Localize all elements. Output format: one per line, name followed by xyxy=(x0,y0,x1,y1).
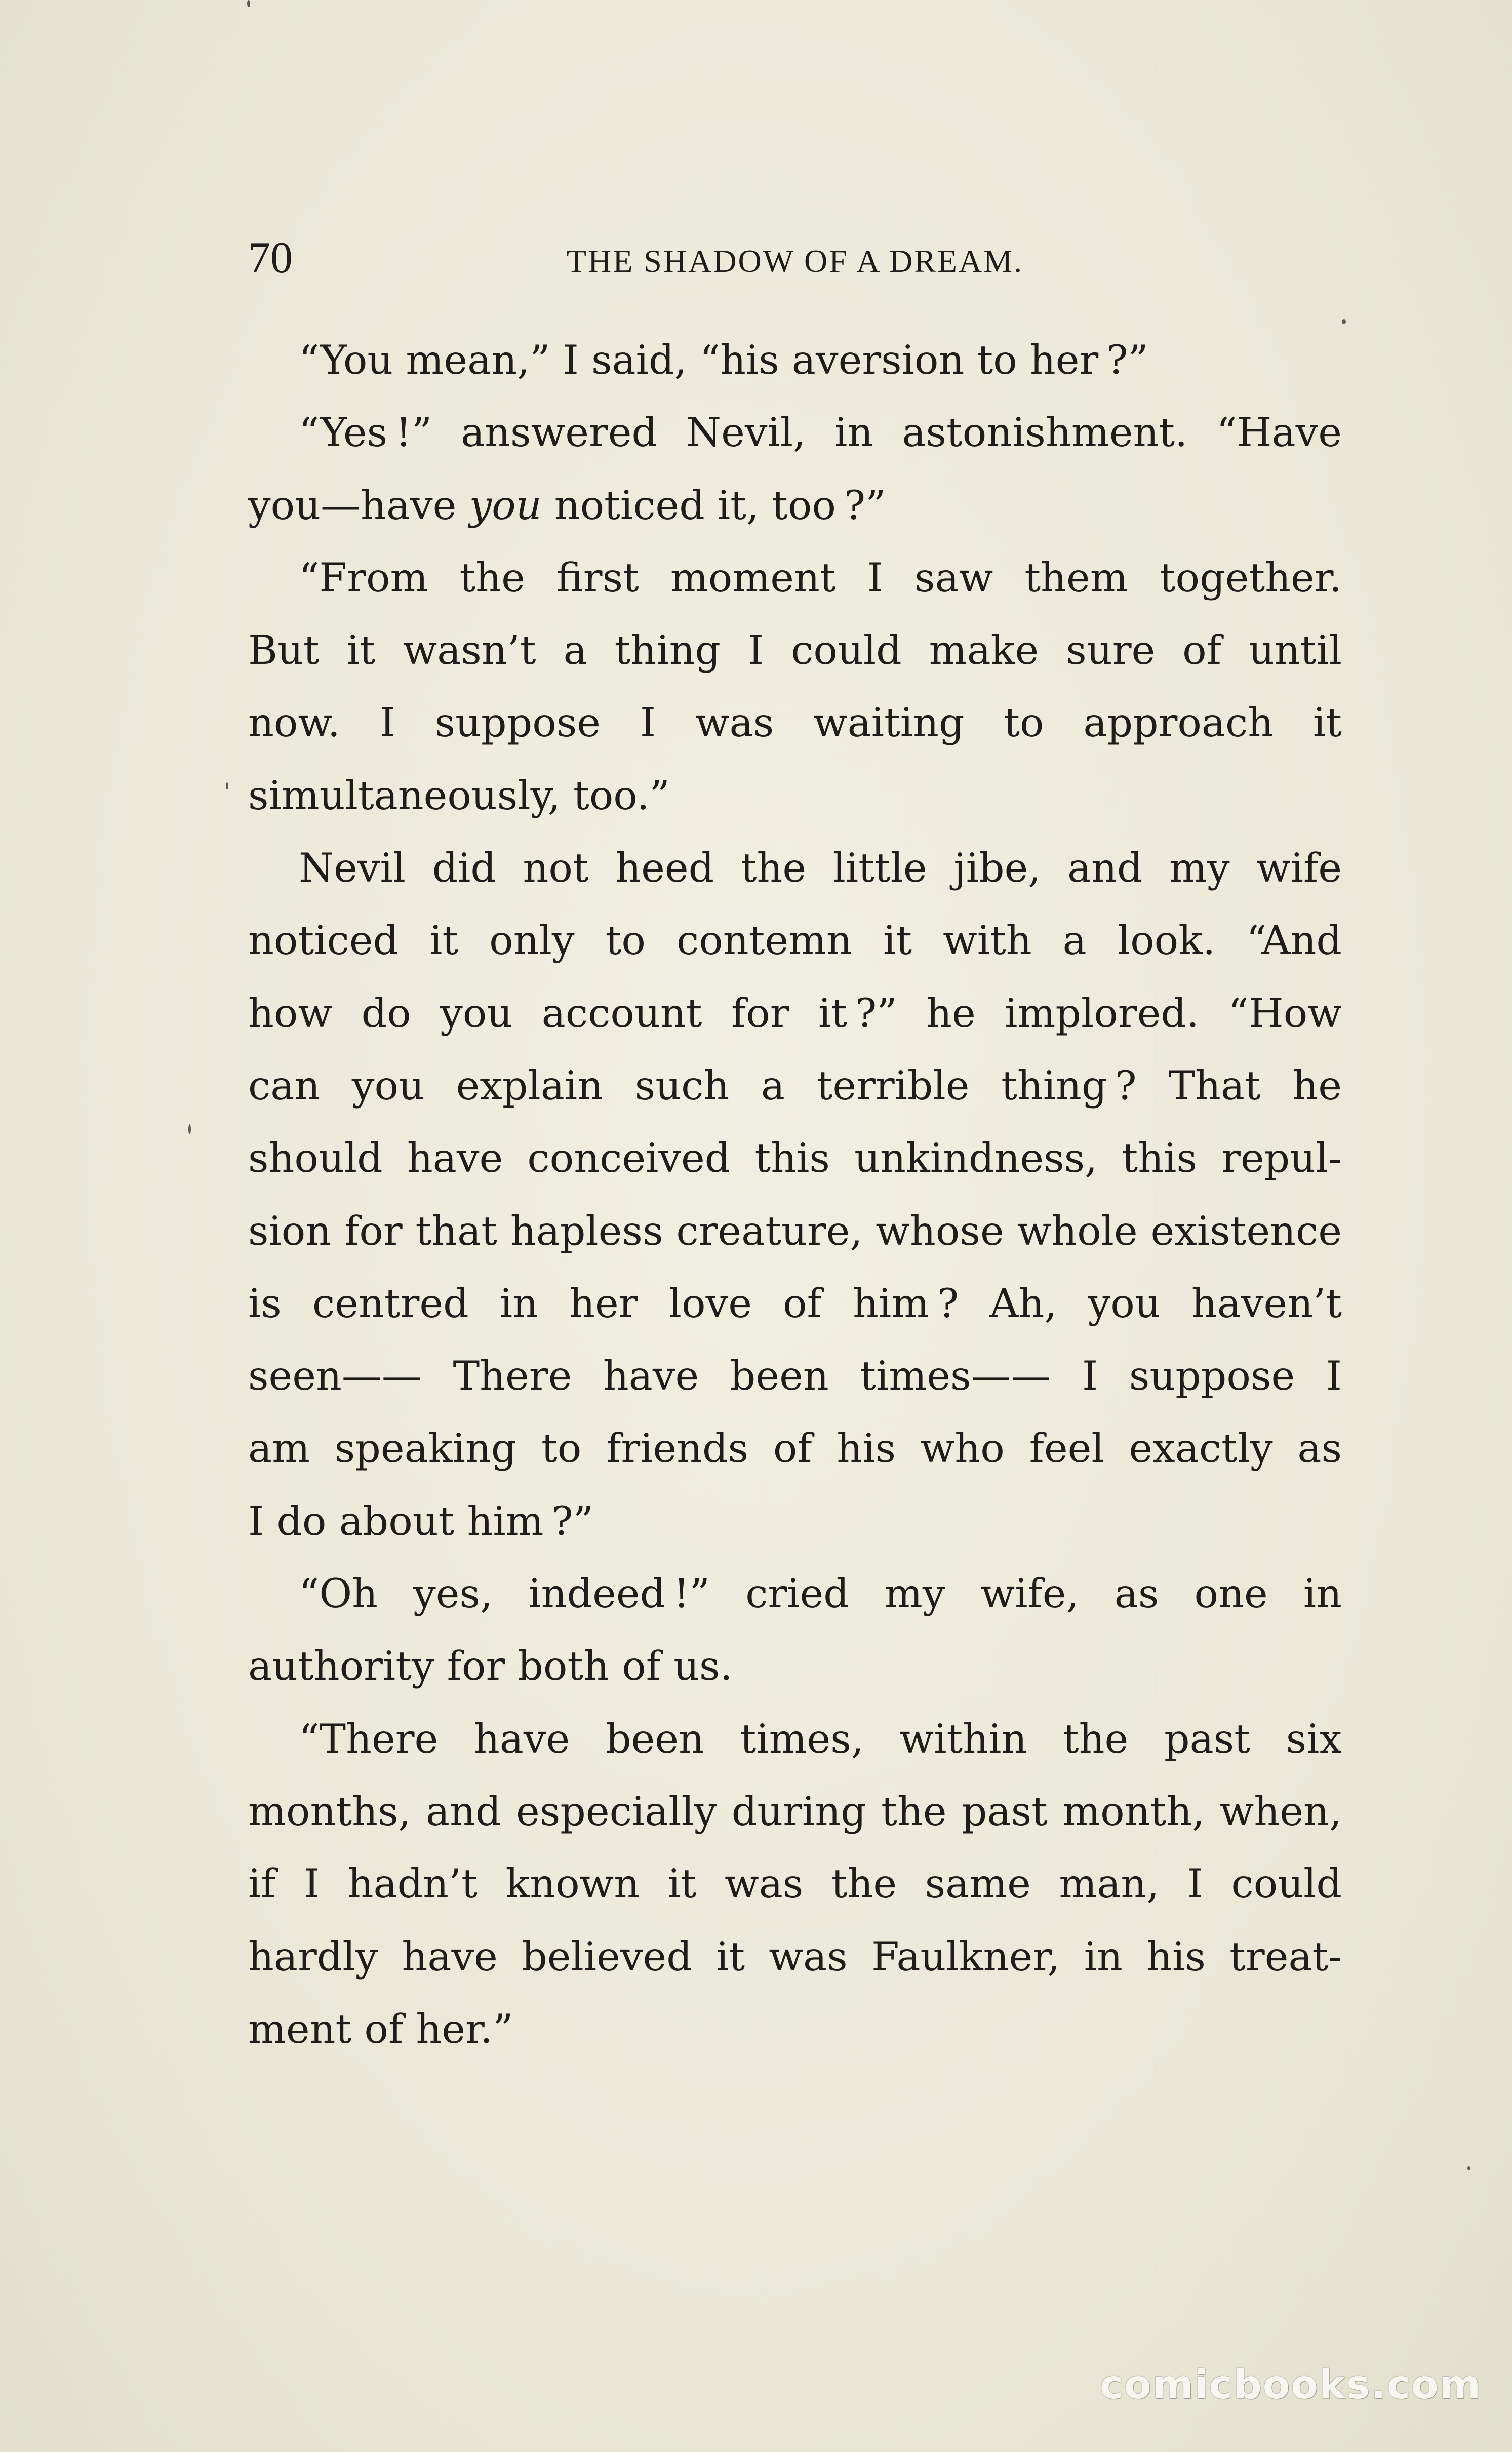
page-number: 70 xyxy=(248,233,293,283)
running-title: THE SHADOW OF A DREAM. xyxy=(566,243,1024,279)
text-line: “There have been times, within the past six xyxy=(299,1715,1342,1762)
text-line: should have conceived this unkindness, this repul- xyxy=(248,1135,1342,1182)
paper-speck xyxy=(188,1124,191,1134)
paragraph xyxy=(248,832,1342,1558)
text-line: can you explain such a terrible thing ? That he xyxy=(248,1062,1342,1109)
text-line: “You mean,” I said, “his aversion to her ?” xyxy=(299,337,1148,383)
text-line: Nevil did not heed the little jibe, and my wife xyxy=(299,845,1342,892)
text-line: simultaneously, too.” xyxy=(248,772,670,819)
text-line: noticed it only to contemn it with a look. “And xyxy=(248,917,1342,964)
paragraph xyxy=(248,542,1342,832)
paper-speck xyxy=(1342,319,1346,324)
text-line: sion for that hapless creature, whose whole existence xyxy=(248,1207,1342,1254)
text-line: “Oh yes, indeed !” cried my wife, as one in xyxy=(299,1570,1342,1617)
text-line: hardly have believed it was Faulkner, in his treat- xyxy=(248,1933,1342,1980)
paper-speck xyxy=(226,782,228,789)
text-line: “From the first moment I saw them together. xyxy=(299,554,1342,601)
watermark: comicbooks.com xyxy=(1099,2362,1482,2408)
text-line xyxy=(248,469,1342,542)
paper-speck xyxy=(1467,2166,1470,2170)
body-text xyxy=(248,324,1342,2066)
paragraph xyxy=(248,397,1342,542)
text-line: ment of her.” xyxy=(248,2005,513,2052)
paragraph xyxy=(248,1703,1342,2066)
paper-speck xyxy=(247,0,250,7)
text-line: “Yes !” answered Nevil, in astonishment. “Have xyxy=(299,409,1342,456)
text-segment: you—have xyxy=(248,482,469,529)
text-line: is centred in her love of him ? Ah, you haven’t xyxy=(248,1280,1342,1327)
text-line: I do about him ?” xyxy=(248,1497,594,1545)
text-line: authority for both of us. xyxy=(248,1643,733,1690)
page-header xyxy=(248,230,1342,286)
text-line: now. I suppose I was waiting to approach it xyxy=(248,699,1342,746)
text-line: if I hadn’t known it was the same man, I could xyxy=(248,1861,1342,1908)
text-line: But it wasn’t a thing I could make sure of until xyxy=(248,627,1342,674)
text-line: how do you account for it ?” he implored. “How xyxy=(248,990,1342,1037)
text-line: am speaking to friends of his who feel exactly as xyxy=(248,1425,1342,1472)
emphasized-word: you xyxy=(469,482,542,529)
text-segment: noticed it, too ?” xyxy=(541,482,886,529)
text-line: months, and especially during the past month, when, xyxy=(248,1788,1342,1835)
text-line: seen—— There have been times—— I suppose I xyxy=(248,1353,1342,1400)
paragraph xyxy=(248,324,1342,397)
paragraph xyxy=(248,1558,1342,1703)
